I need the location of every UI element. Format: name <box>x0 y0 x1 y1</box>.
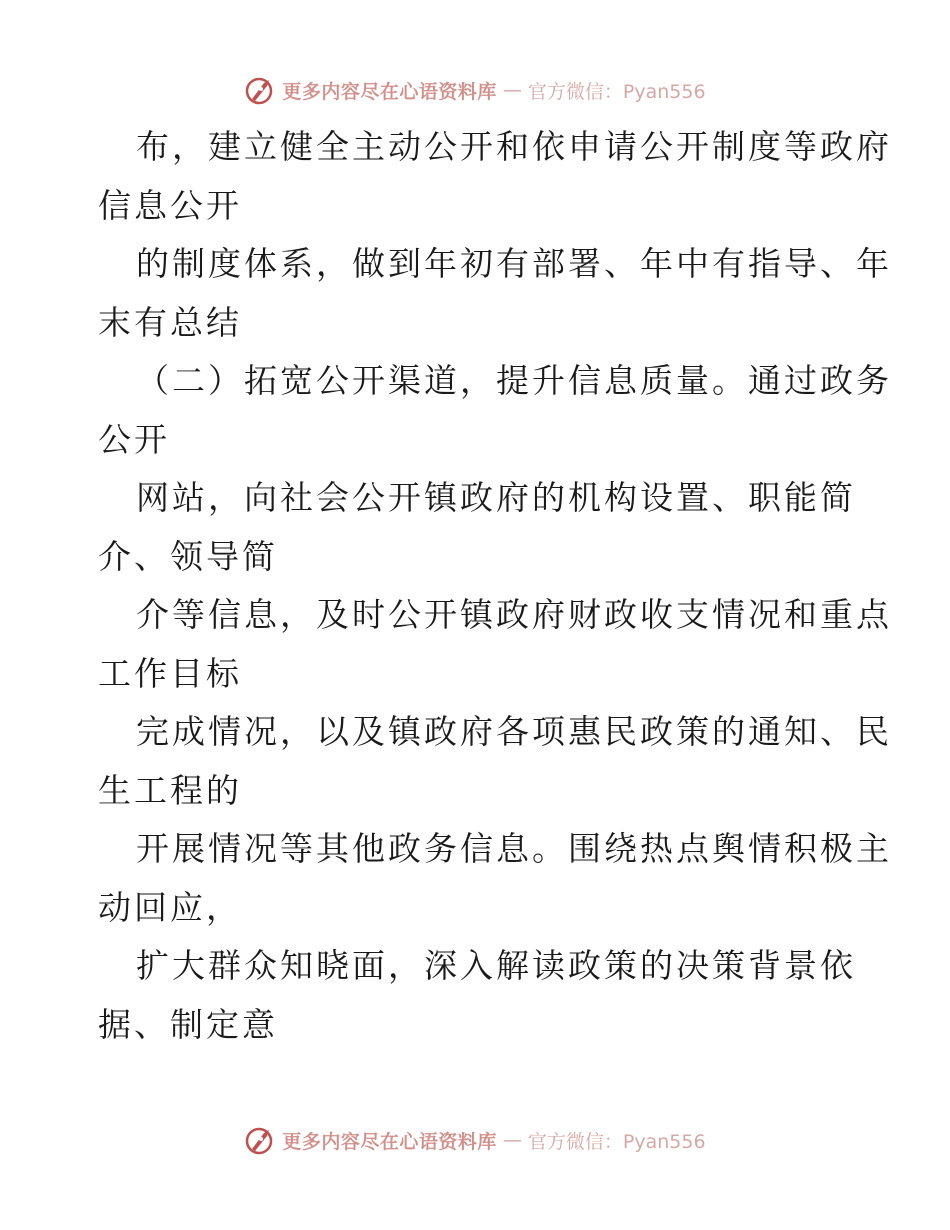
body-line: 介等信息，及时公开镇政府财政收支情况和重点 <box>136 595 892 634</box>
body-line: 网站，向社会公开镇政府的机构设置、职能简 <box>136 478 856 517</box>
body-line: 动回应， <box>98 887 242 927</box>
body-line: 据、制定意 <box>98 1004 278 1044</box>
body-line: 末有总结 <box>98 302 242 342</box>
body-line: 开展情况等其他政务信息。围绕热点舆情积极主 <box>136 829 892 868</box>
pen-nib-circle-icon <box>244 1124 276 1156</box>
watermark-wechat-text: 官方微信：Pyan556 <box>527 1130 706 1153</box>
document-body <box>98 118 892 1054</box>
header-watermark <box>0 70 950 110</box>
body-line: 公开 <box>98 419 170 459</box>
watermark-dash: — <box>502 79 522 101</box>
body-line: 介、领导简 <box>98 536 278 576</box>
watermark-site-text: 更多内容尽在心语资料库 <box>282 80 497 103</box>
body-line: 布，建立健全主动公开和依申请公开制度等政府 <box>136 127 892 166</box>
body-line: 完成情况，以及镇政府各项惠民政策的通知、民 <box>136 712 892 751</box>
body-line: 扩大群众知晓面，深入解读政策的决策背景依 <box>136 946 856 985</box>
body-line: （二）拓宽公开渠道，提升信息质量。通过政务 <box>136 361 892 400</box>
body-line: 的制度体系，做到年初有部署、年中有指导、年 <box>136 244 892 283</box>
footer-watermark <box>0 1120 950 1160</box>
body-line: 生工程的 <box>98 770 242 810</box>
watermark-site-text: 更多内容尽在心语资料库 <box>282 1130 497 1153</box>
body-line: 信息公开 <box>98 185 242 225</box>
watermark-wechat-text: 官方微信：Pyan556 <box>527 80 706 103</box>
body-line: 工作目标 <box>98 653 242 693</box>
pen-nib-circle-icon <box>244 74 276 106</box>
watermark-dash: — <box>502 1129 522 1151</box>
